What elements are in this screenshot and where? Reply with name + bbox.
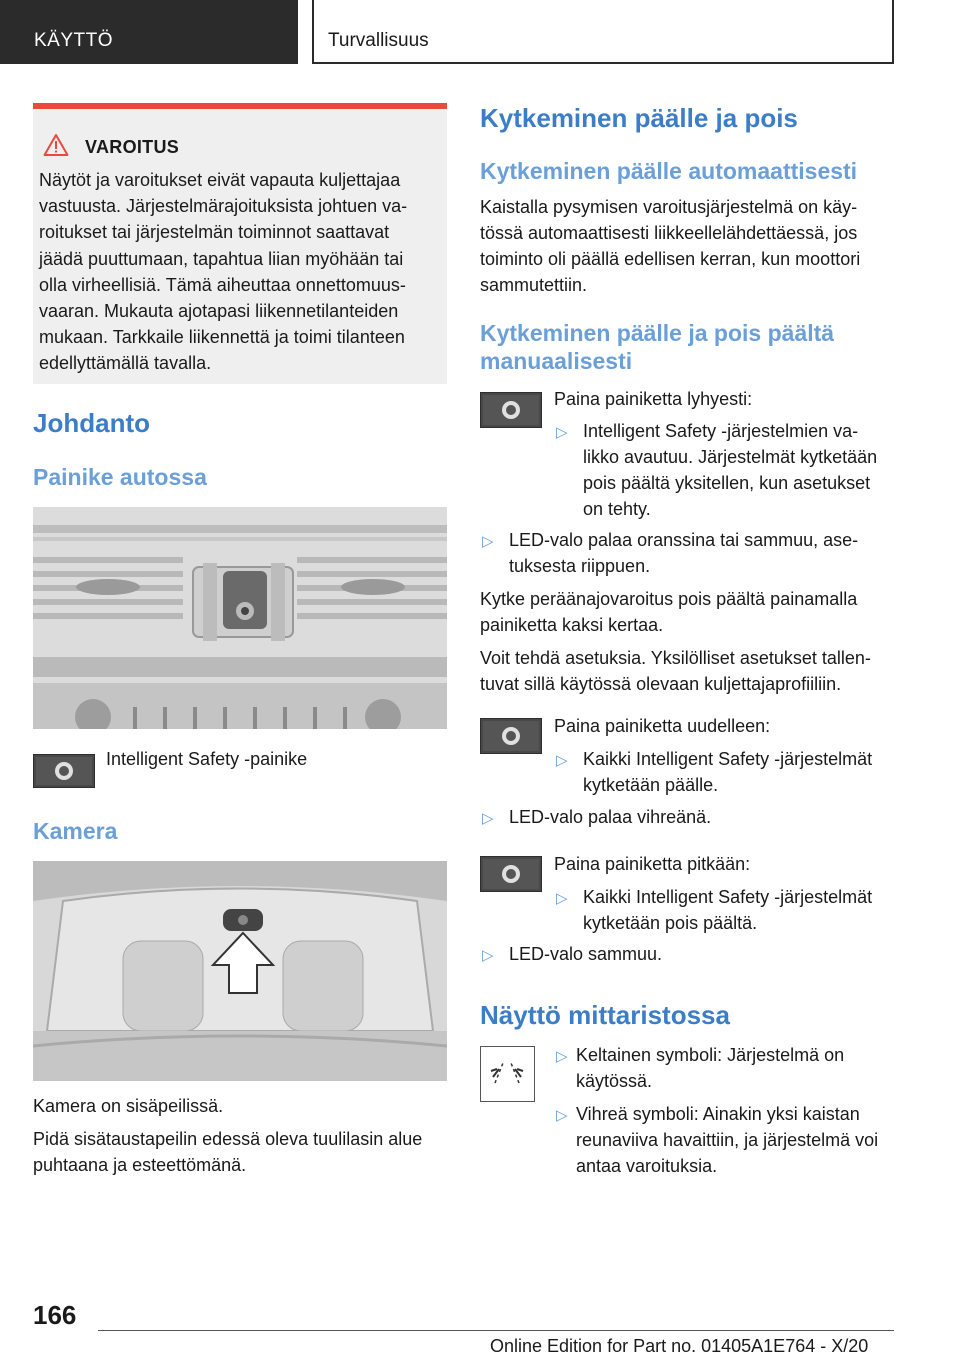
intelligent-safety-button-icon [33,754,95,788]
display-heading: Näyttö mittaristossa [480,1000,730,1030]
button-icon-long [480,856,542,892]
manual-heading-2: manuaalisesti [480,348,633,374]
camera-text-3: puhtaana ja esteettömänä. [33,1155,247,1175]
auto-text-1: Kaistalla pysymisen varoitusjärjestelmä on käy- [480,197,858,217]
manual-heading-1: Kytkeminen päälle ja pois päältä [480,320,835,346]
auto-text-4: sammutettiin. [480,275,588,295]
rear-text-1: Kytke peräänajovaroitus pois päältä painamalla [480,589,858,609]
long-bullet-1: Kaikki Intelligent Safety -järjestelmät [583,887,873,907]
green-bullet-1: Vihreä symboli: Ainakin yksi kaistan [576,1104,860,1124]
yellow-bullet-1: Keltainen symboli: Järjestelmä on [576,1045,845,1065]
short-bullet-1: Intelligent Safety -järjestelmien va- [583,421,859,441]
bullet-arrow-icon: ▷ [556,1048,568,1065]
chapter-label: Turvallisuus [328,30,429,51]
auto-text-3: toiminto oli päällä edellisen kerran, kun moottori [480,249,861,269]
page-number: 166 [33,1300,77,1330]
warning-triangle-icon [43,133,69,157]
button-icon-again [480,718,542,754]
bullet-arrow-icon: ▷ [482,947,494,964]
button-caption: Intelligent Safety -painike [106,749,308,769]
warning-box [33,103,447,384]
button-icon-short [480,392,542,428]
short-bullet-2: likko avautuu. Järjestelmät kytketään [583,447,878,467]
again-bullet-2: kytketään päälle. [583,775,719,795]
green-bullet-2: reunaviiva havaittiin, ja järjestelmä voi [576,1130,879,1150]
bullet-arrow-icon: ▷ [556,424,568,441]
section-label: KÄYTTÖ [34,30,114,51]
lane-markings-symbol-icon [480,1046,535,1102]
led-orange-1: LED-valo palaa oranssina tai sammuu, ase- [509,530,859,550]
yellow-bullet-2: käytössä. [576,1071,653,1091]
intro-heading: Johdanto [33,408,150,438]
edition-text: Online Edition for Part no. 01405A1E764 - X/20 [490,1336,869,1356]
long-bullet-2: kytketään pois päältä. [583,913,758,933]
button-heading: Painike autossa [33,464,207,490]
main-heading: Kytkeminen päälle ja pois [480,103,798,133]
warning-title: VAROITUS [85,137,180,157]
press-again-text: Paina painiketta uudelleen: [554,716,771,736]
bullet-arrow-icon: ▷ [482,533,494,550]
bullet-arrow-icon: ▷ [556,1107,568,1124]
camera-text-2: Pidä sisätaustapeilin edessä oleva tuulilasin alue [33,1129,423,1149]
camera-text-1: Kamera on sisäpeilissä. [33,1096,224,1116]
bullet-arrow-icon: ▷ [482,810,494,827]
press-long-text: Paina painiketta pitkään: [554,854,751,874]
again-bullet-1: Kaikki Intelligent Safety -järjestelmät [583,749,873,769]
short-bullet-4: on tehty. [583,499,651,519]
settings-text-1: Voit tehdä asetuksia. Yksilölliset asetukset tallen- [480,648,871,668]
auto-heading: Kytkeminen päälle automaattisesti [480,158,858,184]
section-tab [0,0,298,64]
rear-text-2: painiketta kaksi kertaa. [480,615,664,635]
led-off: LED-valo sammuu. [509,944,663,964]
led-green: LED-valo palaa vihreänä. [509,807,712,827]
camera-heading: Kamera [33,818,118,844]
dashboard-button-photo [33,507,447,729]
led-orange-2: tuksesta riippuen. [509,556,651,576]
settings-text-2: tuvat sillä käytössä olevaan kuljettajaprofiiliin. [480,674,842,694]
short-bullet-3: pois päältä yksitellen, kun asetukset [583,473,871,493]
press-short-text: Paina painiketta lyhyesti: [554,389,753,409]
bullet-arrow-icon: ▷ [556,890,568,907]
chapter-tab [312,0,894,64]
bullet-arrow-icon: ▷ [556,752,568,769]
green-bullet-3: antaa varoituksia. [576,1156,718,1176]
footer-divider [98,1330,894,1331]
warning-text: Näytöt ja varoitukset eivät vapauta kuljettajaa vastuusta. Järjestelmärajoituksista johtuen va- roitukset tai järjestelmän toiminnot saattavat jäädä puuttumaan, tapahtua liian myöhään tai olla virheellisiä. Tämä aiheuttaa onnettomuus- vaaran. Mukauta ajotapasi liikennetilanteiden mukaan. Tarkkaile liikennettä ja toimi tilanteen edellyttämällä tavalla. [39,170,408,374]
windshield-camera-photo [33,861,447,1081]
auto-text-2: tössä automaattisesti liikkeellelähdettäessä, jos [480,223,858,243]
